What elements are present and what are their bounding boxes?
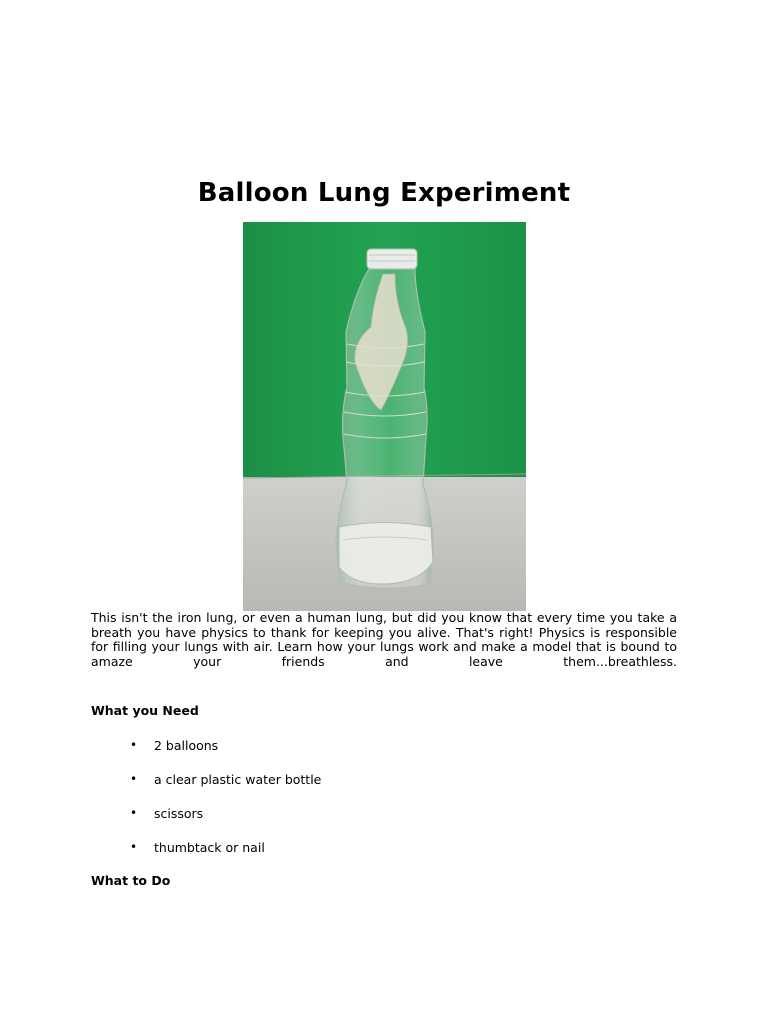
list-item-text: scissors: [154, 806, 204, 821]
intro-paragraph: This isn't the iron lung, or even a human lung, but did you know that every time you take a breath you have physics to thank for keeping you alive. That's right! Physics is responsible for filling your lungs with air. Learn how your lungs work and make a model that is bound to amaze your friends and leave them...breathless.: [91, 610, 677, 669]
list-item-text: a clear plastic water bottle: [154, 772, 322, 787]
list-item-text: thumbtack or nail: [154, 840, 265, 855]
bullet-icon: •: [130, 738, 138, 752]
what-you-need-heading: What you Need: [91, 703, 199, 718]
bullet-icon: •: [130, 840, 138, 854]
bottle-photo: [243, 222, 526, 611]
bullet-icon: •: [130, 772, 138, 786]
list-item-text: 2 balloons: [154, 738, 219, 753]
bullet-icon: •: [130, 806, 138, 820]
what-to-do-heading: What to Do: [91, 873, 171, 888]
page-title: Balloon Lung Experiment: [197, 178, 571, 208]
